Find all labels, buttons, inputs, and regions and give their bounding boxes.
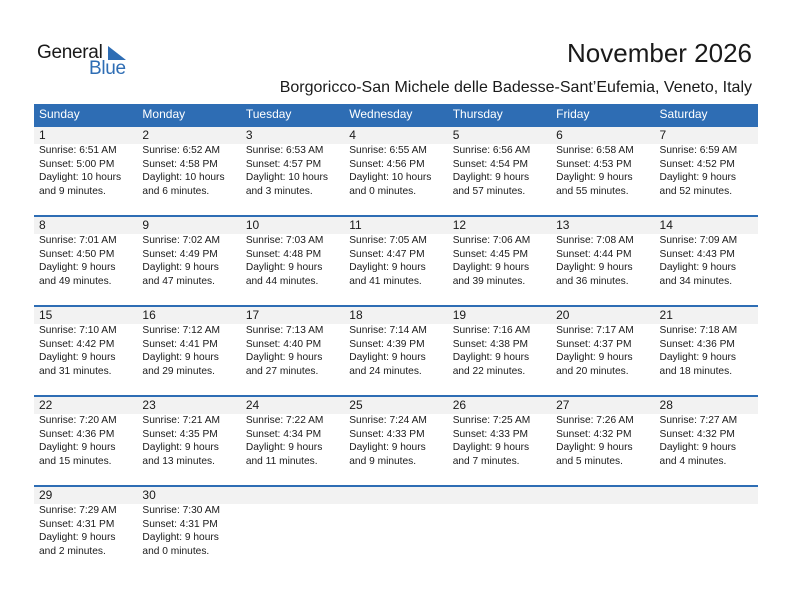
sunrise-time: Sunrise: 7:05 AM: [349, 235, 427, 246]
week-row: [34, 215, 758, 305]
day-cell: [551, 127, 654, 198]
day-cell: [344, 217, 447, 288]
daylight-duration: Daylight: 9 hours: [245, 442, 323, 453]
day-number: 3: [245, 128, 253, 142]
day-cell: [655, 307, 758, 378]
daylight-duration: and 24 minutes.: [349, 365, 422, 377]
day-cell: [344, 127, 447, 198]
sunset-time: Sunset: 4:49 PM: [142, 248, 218, 260]
daylight-duration: Daylight: 10 hours: [39, 172, 122, 183]
logo-text-blue: Blue: [89, 58, 126, 79]
sunrise-time: Sunrise: 7:25 AM: [452, 415, 531, 426]
daylight-duration: Daylight: 9 hours: [659, 262, 736, 273]
sunset-time: Sunset: 4:37 PM: [556, 338, 632, 350]
daylight-duration: and 44 minutes.: [245, 275, 319, 287]
day-number: 21: [659, 308, 673, 322]
daylight-duration: Daylight: 9 hours: [349, 352, 426, 363]
sunset-time: Sunset: 4:42 PM: [39, 338, 115, 350]
sunrise-time: Sunrise: 7:03 AM: [245, 235, 324, 246]
week-days: [34, 487, 758, 558]
daylight-duration: Daylight: 9 hours: [39, 262, 116, 273]
daylight-duration: Daylight: 9 hours: [556, 442, 633, 453]
sunrise-time: Sunrise: 6:55 AM: [349, 145, 427, 156]
sunrise-time: Sunrise: 7:01 AM: [39, 235, 117, 246]
day-number: 5: [452, 128, 460, 142]
daylight-duration: Daylight: 9 hours: [39, 532, 116, 543]
day-cell: [137, 217, 240, 288]
daylight-duration: and 20 minutes.: [556, 365, 629, 377]
day-cell: [137, 127, 240, 198]
sunrise-time: Sunrise: 7:12 AM: [142, 325, 221, 336]
daylight-duration: Daylight: 9 hours: [659, 442, 736, 453]
daylight-duration: and 34 minutes.: [659, 275, 733, 287]
day-number: 29: [39, 488, 53, 502]
day-number: 14: [659, 218, 673, 232]
sunrise-time: Sunrise: 7:30 AM: [142, 505, 221, 516]
sunset-time: Sunset: 4:53 PM: [556, 158, 632, 170]
sunrise-time: Sunrise: 7:26 AM: [556, 415, 634, 426]
sunrise-time: Sunrise: 7:29 AM: [39, 505, 117, 516]
calendar-grid: [34, 104, 758, 575]
weeks-container: [34, 125, 758, 575]
sunset-time: Sunset: 4:33 PM: [452, 428, 529, 440]
sunset-time: Sunset: 4:38 PM: [452, 338, 529, 350]
sunrise-time: Sunrise: 7:16 AM: [452, 325, 531, 336]
daylight-duration: Daylight: 9 hours: [556, 352, 633, 363]
sunset-time: Sunset: 4:39 PM: [349, 338, 425, 350]
logo-text-general: General: [37, 42, 103, 63]
sunrise-time: Sunrise: 7:14 AM: [349, 325, 427, 336]
day-cell: [34, 217, 137, 288]
week-row: [34, 485, 758, 575]
sunrise-time: Sunrise: 6:51 AM: [39, 145, 117, 156]
daylight-duration: Daylight: 9 hours: [142, 442, 219, 453]
sunset-time: Sunset: 4:44 PM: [556, 248, 632, 260]
weekday-tuesday: Tuesday: [245, 107, 292, 121]
location-subtitle: Borgoricco-San Michele delle Badesse-Sant’Eufemia, Veneto, Italy: [279, 79, 752, 96]
daylight-duration: and 27 minutes.: [245, 365, 319, 377]
day-number: 26: [452, 398, 467, 412]
general-blue-logo: [37, 42, 137, 82]
sunset-time: Sunset: 4:33 PM: [349, 428, 425, 440]
sunrise-time: Sunrise: 7:02 AM: [142, 235, 221, 246]
daylight-duration: and 22 minutes.: [452, 365, 526, 377]
day-cell: [655, 127, 758, 198]
week-days: [34, 397, 758, 468]
daylight-duration: and 55 minutes.: [556, 185, 629, 197]
day-cell: [344, 397, 447, 468]
daylight-duration: and 0 minutes.: [142, 545, 210, 557]
daylight-duration: Daylight: 9 hours: [452, 172, 530, 183]
sunset-time: Sunset: 4:50 PM: [39, 248, 115, 260]
day-number: 18: [349, 308, 363, 322]
day-cell: [344, 307, 447, 378]
sunrise-time: Sunrise: 7:24 AM: [349, 415, 427, 426]
day-number: 23: [142, 398, 156, 412]
daylight-duration: Daylight: 9 hours: [556, 172, 633, 183]
day-cell: [137, 307, 240, 378]
sunrise-time: Sunrise: 7:18 AM: [659, 325, 738, 336]
week-row: [34, 125, 758, 215]
sunset-time: Sunset: 4:31 PM: [142, 518, 218, 530]
sunrise-time: Sunrise: 7:10 AM: [39, 325, 117, 336]
sunrise-time: Sunrise: 7:08 AM: [556, 235, 634, 246]
day-number: 16: [142, 308, 156, 322]
sunrise-time: Sunrise: 7:06 AM: [452, 235, 531, 246]
daylight-duration: Daylight: 10 hours: [245, 172, 328, 183]
daylight-duration: and 47 minutes.: [142, 275, 215, 287]
sunset-time: Sunset: 4:36 PM: [39, 428, 115, 440]
week-row: [34, 305, 758, 395]
sunset-time: Sunset: 4:40 PM: [245, 338, 322, 350]
sunset-time: Sunset: 4:35 PM: [142, 428, 218, 440]
day-number: 10: [245, 218, 260, 232]
day-cell: [655, 397, 758, 468]
daylight-duration: and 52 minutes.: [659, 185, 733, 197]
day-number: 15: [39, 308, 53, 322]
page-title: November 2026: [567, 38, 752, 68]
sunset-time: Sunset: 4:41 PM: [142, 338, 218, 350]
day-cell: [34, 487, 137, 558]
daylight-duration: Daylight: 9 hours: [659, 172, 736, 183]
day-number: 1: [39, 128, 46, 142]
daylight-duration: Daylight: 9 hours: [452, 442, 530, 453]
daylight-duration: and 9 minutes.: [39, 185, 106, 197]
daylight-duration: Daylight: 9 hours: [556, 262, 633, 273]
day-number: 4: [349, 128, 356, 142]
day-number: 11: [349, 218, 362, 232]
sunset-time: Sunset: 4:48 PM: [245, 248, 322, 260]
day-number: 9: [142, 218, 150, 232]
day-number: 22: [39, 398, 53, 412]
daylight-duration: and 13 minutes.: [142, 455, 215, 467]
day-number: 13: [556, 218, 570, 232]
day-number: 28: [659, 398, 673, 412]
weekday-wednesday: Wednesday: [349, 107, 413, 121]
day-number: 30: [142, 488, 156, 502]
week-days: [34, 127, 758, 198]
sunset-time: Sunset: 4:36 PM: [659, 338, 735, 350]
daylight-duration: Daylight: 9 hours: [452, 262, 530, 273]
day-cell: [34, 307, 137, 378]
sunset-time: Sunset: 4:43 PM: [659, 248, 735, 260]
sunrise-time: Sunrise: 7:17 AM: [556, 325, 634, 336]
day-number: 19: [452, 308, 467, 322]
daylight-duration: and 9 minutes.: [349, 455, 417, 467]
daylight-duration: and 31 minutes.: [39, 365, 112, 377]
sunset-time: Sunset: 5:00 PM: [39, 158, 115, 170]
day-cell: [448, 307, 551, 378]
day-number: 12: [452, 218, 467, 232]
daylight-duration: Daylight: 9 hours: [142, 262, 219, 273]
weekday-saturday: Saturday: [659, 107, 708, 121]
daylight-duration: Daylight: 9 hours: [142, 352, 219, 363]
day-number: 27: [556, 398, 570, 412]
day-cell: [448, 217, 551, 288]
sunset-time: Sunset: 4:45 PM: [452, 248, 529, 260]
day-number: 24: [245, 398, 260, 412]
sunrise-time: Sunrise: 6:56 AM: [452, 145, 531, 156]
sunrise-time: Sunrise: 7:22 AM: [245, 415, 324, 426]
daylight-duration: Daylight: 9 hours: [39, 352, 116, 363]
daylight-duration: Daylight: 10 hours: [142, 172, 225, 183]
sunrise-time: Sunrise: 7:21 AM: [142, 415, 221, 426]
daylight-duration: and 29 minutes.: [142, 365, 215, 377]
daylight-duration: Daylight: 9 hours: [245, 262, 323, 273]
sunset-time: Sunset: 4:52 PM: [659, 158, 735, 170]
daylight-duration: Daylight: 9 hours: [452, 352, 530, 363]
daylight-duration: and 11 minutes.: [245, 455, 318, 467]
day-cell: [241, 127, 344, 198]
week-days: [34, 217, 758, 288]
day-cell: [241, 397, 344, 468]
weekday-friday: Friday: [556, 107, 590, 121]
sunset-time: Sunset: 4:54 PM: [452, 158, 529, 170]
daylight-duration: Daylight: 9 hours: [349, 262, 426, 273]
sunset-time: Sunset: 4:57 PM: [245, 158, 322, 170]
sunset-time: Sunset: 4:47 PM: [349, 248, 425, 260]
week-days: [34, 307, 758, 378]
weekday-thursday: Thursday: [452, 107, 503, 121]
day-cell: [655, 217, 758, 288]
day-number: 6: [556, 128, 563, 142]
daylight-duration: and 2 minutes.: [39, 545, 106, 557]
sunset-time: Sunset: 4:31 PM: [39, 518, 115, 530]
day-cell: [34, 397, 137, 468]
sunrise-time: Sunrise: 7:27 AM: [659, 415, 738, 426]
sunset-time: Sunset: 4:34 PM: [245, 428, 322, 440]
sunset-time: Sunset: 4:58 PM: [142, 158, 218, 170]
daylight-duration: and 4 minutes.: [659, 455, 727, 467]
sunrise-time: Sunrise: 7:09 AM: [659, 235, 738, 246]
day-cell: [137, 397, 240, 468]
daylight-duration: and 39 minutes.: [452, 275, 526, 287]
day-number: 2: [142, 128, 150, 142]
weekday-header: [34, 104, 758, 125]
day-number: 8: [39, 218, 46, 232]
daylight-duration: Daylight: 9 hours: [142, 532, 219, 543]
daylight-duration: and 57 minutes.: [452, 185, 526, 197]
daylight-duration: and 18 minutes.: [659, 365, 733, 377]
weekday-monday: Monday: [142, 107, 186, 121]
sunset-time: Sunset: 4:56 PM: [349, 158, 425, 170]
sunrise-time: Sunrise: 7:13 AM: [245, 325, 324, 336]
daylight-duration: and 49 minutes.: [39, 275, 112, 287]
daylight-duration: and 7 minutes.: [452, 455, 520, 467]
daylight-duration: and 5 minutes.: [556, 455, 623, 467]
day-cell: [448, 397, 551, 468]
day-number: 25: [349, 398, 363, 412]
day-cell: [551, 217, 654, 288]
sunrise-time: Sunrise: 6:59 AM: [659, 145, 738, 156]
day-cell: [448, 127, 551, 198]
sunrise-time: Sunrise: 6:53 AM: [245, 145, 324, 156]
daylight-duration: and 0 minutes.: [349, 185, 417, 197]
day-cell: [241, 217, 344, 288]
sunset-time: Sunset: 4:32 PM: [659, 428, 735, 440]
day-cell: [34, 127, 137, 198]
day-cell: [551, 307, 654, 378]
day-number: 7: [659, 128, 667, 142]
week-row: [34, 395, 758, 485]
day-cell: [551, 397, 654, 468]
daylight-duration: and 36 minutes.: [556, 275, 629, 287]
sunset-time: Sunset: 4:32 PM: [556, 428, 632, 440]
daylight-duration: Daylight: 9 hours: [659, 352, 736, 363]
day-number: 17: [245, 308, 260, 322]
sunrise-time: Sunrise: 6:52 AM: [142, 145, 221, 156]
daylight-duration: and 6 minutes.: [142, 185, 210, 197]
weekday-sunday: Sunday: [39, 107, 80, 121]
daylight-duration: Daylight: 9 hours: [245, 352, 323, 363]
daylight-duration: Daylight: 9 hours: [349, 442, 426, 453]
sunrise-time: Sunrise: 7:20 AM: [39, 415, 117, 426]
day-cell: [241, 307, 344, 378]
daylight-duration: and 41 minutes.: [349, 275, 422, 287]
daylight-duration: and 15 minutes.: [39, 455, 112, 467]
sunrise-time: Sunrise: 6:58 AM: [556, 145, 634, 156]
daylight-duration: and 3 minutes.: [245, 185, 313, 197]
day-number: 20: [556, 308, 570, 322]
day-cell: [137, 487, 240, 558]
daylight-duration: Daylight: 9 hours: [39, 442, 116, 453]
daylight-duration: Daylight: 10 hours: [349, 172, 432, 183]
